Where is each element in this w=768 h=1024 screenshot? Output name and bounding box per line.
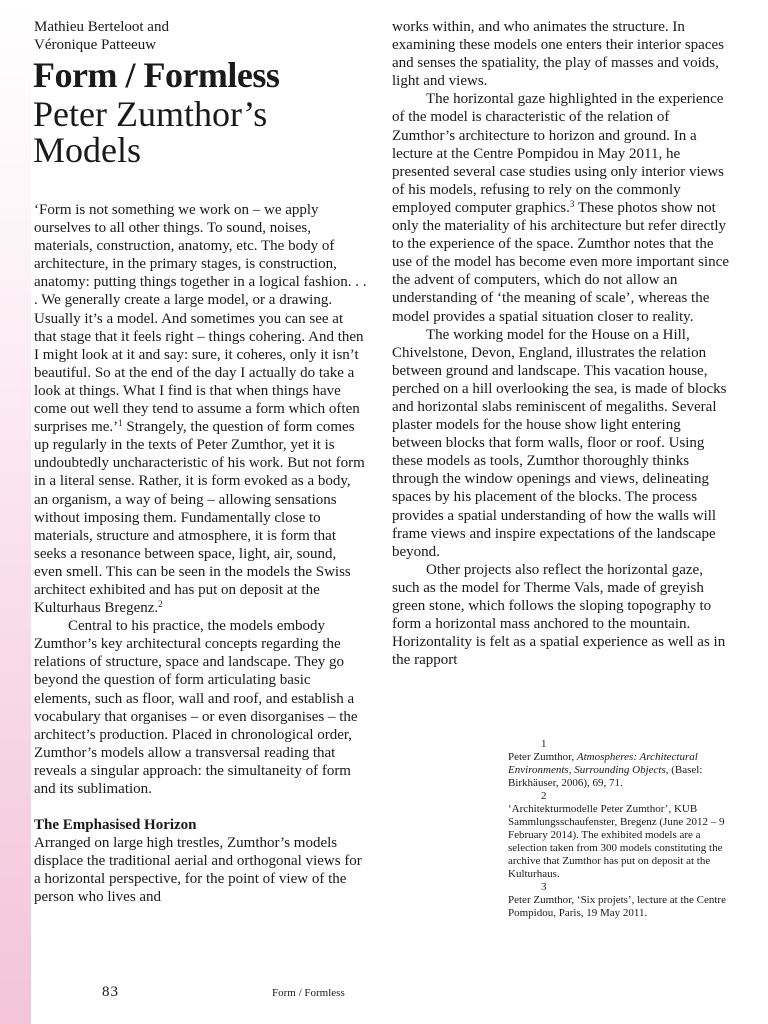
footnote bbox=[508, 738, 736, 790]
subtitle-line-1: Peter Zumthor’s bbox=[33, 94, 268, 134]
footnote-ref: 1 bbox=[118, 418, 123, 429]
paragraph-text: The horizontal gaze highlighted in the experience of the model is characteristic of the relation of Zumthor’s architecture to horizon and ground. In a lecture at the Centre Pompidou in May 2011, he presented several case studies using only interior views of his models, refusing to rely on the commonly employed computer graphics. bbox=[392, 91, 724, 216]
subtitle-line-2: Models bbox=[33, 130, 141, 170]
footnote bbox=[508, 790, 736, 881]
left-column bbox=[34, 201, 368, 907]
paragraph-text: Strangely, the question of form comes up regularly in the texts of Peter Zumthor, yet it is undoubtedly uncharacteristic of his work. But not form in a literal sense. Rather, it is form evoked as a body, an organism, a way of being – allowing sensations without imposing them. Fundamentally close to materials, structure and atmosphere, it is form that seeks a resonance between space, light, air, sound, even smell. This can be seen in the models the Swiss architect exhibited and has put on deposit at the Kulturhaus Bregenz. bbox=[34, 419, 365, 617]
author-line-1: Mathieu Berteloot and bbox=[34, 19, 169, 35]
paragraph bbox=[392, 90, 730, 325]
section-heading: The Emphasised Horizon bbox=[34, 817, 197, 834]
footnotes bbox=[508, 738, 736, 920]
footnote-text-part: Peter Zumthor, bbox=[508, 751, 577, 763]
pink-margin-strip bbox=[0, 0, 31, 1024]
footnote-text bbox=[508, 751, 736, 790]
footnote bbox=[508, 881, 736, 920]
running-title: Form / Formless bbox=[272, 987, 345, 999]
paragraph-text: ‘Form is not something we work on – we apply ourselves to all other things. To sound, noises, materials, construction, anatomy, etc. The body of architecture, in the primary stages, is construction, anatomy: putting things together in a logical fashion. . . . We generally create a large model, or a drawing. Usually it’s a model. And sometimes you can see at that stage that it feels right – things cohering. And then I might look at it and say: sure, it coheres, only it isn’t beautiful. So at the end of the day I actually do take a look at things. What I find is that when things have come out well they tend to assume a form which often surprises me.’ bbox=[34, 202, 367, 436]
footnote-ref: 3 bbox=[569, 198, 575, 209]
footnote-ref: 2 bbox=[158, 599, 163, 610]
author-line-2: Véronique Patteeuw bbox=[34, 37, 157, 53]
authors bbox=[34, 18, 354, 54]
paragraph-text: These photos show not only the materiality of his architecture but refer directly to the experience of the space. Zumthor notes that the use of the model has become even more important since the advent of computers, which do not allow an understanding of ‘the meaning of scale’, whereas the model provides a spatial situation closer to reality. bbox=[392, 199, 729, 325]
right-column bbox=[392, 18, 730, 669]
paragraph bbox=[34, 201, 368, 617]
page-number: 83 bbox=[102, 984, 119, 1000]
footnote-text-part: , (Basel: Birkhäuser, 2006), 69, 71. bbox=[508, 764, 703, 789]
footnote-text: Peter Zumthor, ‘Six projets’, lecture at the Centre Pompidou, Paris, 19 May 2011. bbox=[508, 894, 726, 919]
paragraph: Central to his practice, the models embody Zumthor’s key architectural concepts regarding the relations of structure, space and landscape. They go beyond the question of form articulating basic elements, such as floor, wall and roof, and establish a vocabulary that organises – or even disorganises – the architect’s production. Placed in chronological order, Zumthor’s models allow a transversal reading that reveals a singular approach: the simultaneity of form and its sublimation. bbox=[34, 618, 358, 797]
paragraph: The working model for the House on a Hill, Chivelstone, Devon, England, illustrates the relation between ground and landscape. This vacation house, perched on a hill overlooking the sea, is made of blocks and horizontal slabs reminiscent of megaliths. Several plaster models for the house show light entering between blocks that form walls, floor or roof. Using these models as tools, Zumthor thoroughly thinks through the window openings and views, delineating spaces by his placement of the blocks. The process provides a spatial understanding of how the walls will frame views and inspire expectations of the landscape beyond. bbox=[392, 326, 727, 560]
article-subtitle bbox=[33, 96, 373, 168]
paragraph: works within, and who animates the structure. In examining these models one enters their interior spaces and senses the spatiality, the play of masses and voids, light and views. bbox=[392, 19, 724, 90]
footnote-book-title: Atmospheres: Architectural Environments, Surrounding Objects bbox=[508, 751, 698, 776]
article-title: Form / Formless bbox=[33, 55, 280, 95]
footnote-text: ‘Architekturmodelle Peter Zumthor’, KUB Sammlungsschaufenster, Bregenz (June 2012 – 9 February 2014). The exhibited models are a selection taken from 300 models constituting the archive that Zumthor has put on deposit at the Kulturhaus. bbox=[508, 803, 725, 880]
footnote-number: 1 bbox=[541, 738, 547, 750]
footnote-number: 3 bbox=[541, 881, 547, 893]
paragraph: Other projects also reflect the horizontal gaze, such as the model for Therme Vals, made of greyish green stone, which follows the sloping topography to form a horizontal mass anchored to the mountain. Horizontality is felt as a spatial experience as well as in the rapport bbox=[392, 561, 726, 669]
footnote-number: 2 bbox=[541, 790, 547, 802]
paragraph: Arranged on large high trestles, Zumthor’s models displace the traditional aerial and orthogonal views for a horizontal perspective, for the point of view of the person who lives and bbox=[34, 835, 362, 906]
